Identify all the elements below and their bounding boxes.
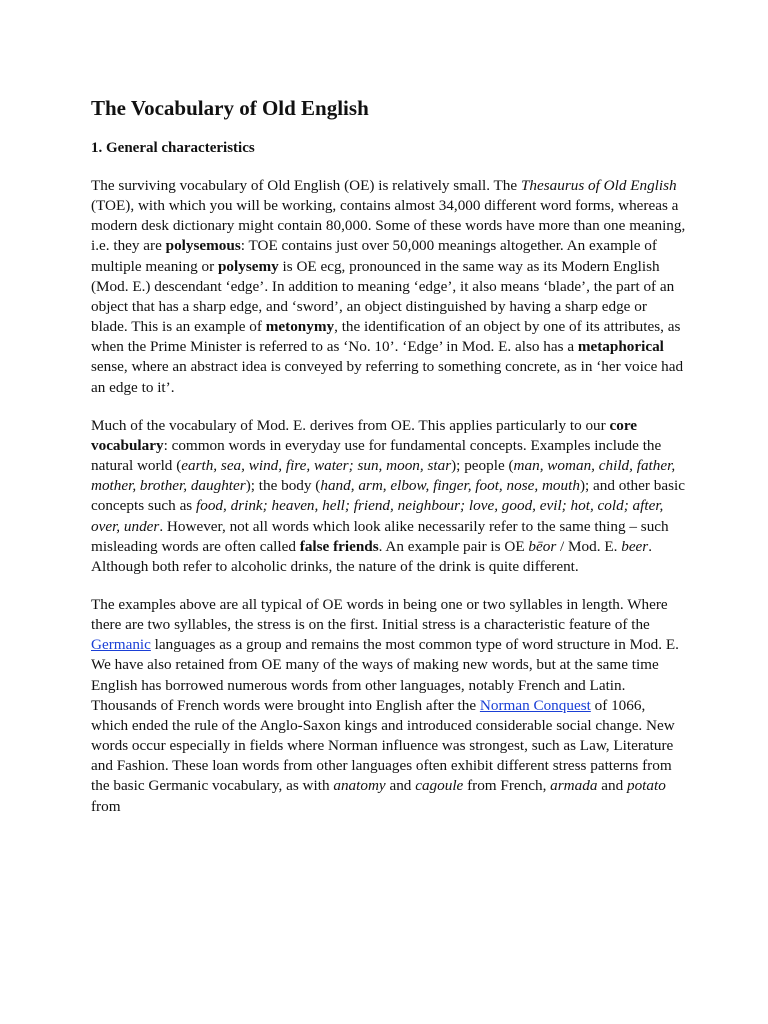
hyperlink-norman-conquest[interactable]: Norman Conquest: [479, 696, 591, 714]
text-run: : common words in everyday use for fundamental concepts. Examples include the natural world (: [91, 436, 662, 475]
text-run: ); people (: [451, 457, 514, 475]
bold-term: core vocabulary: [91, 416, 638, 454]
body-paragraph: [91, 416, 686, 577]
text-run: ); the body (: [245, 477, 321, 495]
text-run: sense, where an abstract idea is conveyed by referring to something concrete, as in ‘her voice had an edge to it’.: [91, 358, 684, 396]
hyperlink-germanic[interactable]: Germanic: [91, 636, 151, 654]
italic-text: anatomy: [333, 777, 386, 795]
document-title: The Vocabulary of Old English: [91, 96, 369, 120]
paragraphs-container: [91, 176, 686, 817]
text-run: languages as a group and remains the most common type of word structure in Mod. E. We have also retained from OE many of the ways of making new words, but at the same time English has borrowed numerous words from other languages, notably French and Latin. Thousands of French words were brought into English after the: [91, 636, 679, 714]
text-run: The surviving vocabulary of Old English (OE) is relatively small. The: [91, 177, 521, 194]
section-heading: 1. General characteristics: [91, 140, 255, 156]
italic-text: beer: [621, 537, 649, 555]
text-run: from French,: [463, 777, 551, 795]
italic-text: bēor: [528, 537, 557, 555]
italic-text: potato: [626, 777, 666, 795]
italic-text: food, drink; heaven, hell; friend, neighbour; love, good, evil; hot, cold; after, over, under: [91, 497, 664, 535]
text-run: . Although both refer to alcoholic drinks, the nature of the drink is quite different.: [91, 537, 653, 575]
document-page: [91, 94, 686, 835]
text-run: and: [385, 777, 416, 795]
italic-text: man, woman, child, father, mother, brother, daughter: [91, 457, 676, 495]
bold-term: metaphorical: [577, 338, 664, 356]
text-run: is OE ecg, pronounced in the same way as its Modern English (Mod. E.) descendant ‘edge’. In addition to meaning ‘edge’, it also means ‘blade’, the part of an object that has a sharp edge, and ‘sword’, an object distinguished by having a sharp edge or blade. This is an example of: [91, 257, 675, 336]
bold-term: metonymy: [265, 318, 335, 336]
text-run: The examples above are all typical of OE words in being one or two syllables in length. Where there are two syllables, the stress is on the first. Initial stress is a characteristic feature of the: [91, 595, 668, 634]
italic-text: cagoule: [415, 777, 464, 795]
bold-term: polysemous: [165, 237, 241, 255]
text-run: (TOE), with which you will be working, contains almost 34,000 different word forms, whereas a modern desk dictionary might contain 80,000. Some of these words have more than one meaning, i.e. they are: [91, 197, 686, 255]
italic-text: Thesaurus of Old English: [520, 177, 677, 194]
italic-text: hand, arm, elbow, finger, foot, nose, mouth: [320, 477, 580, 495]
text-run: from: [91, 797, 121, 815]
body-paragraph: [91, 595, 686, 817]
text-run: , the identification of an object by one of its attributes, as when the Prime Minister is referred to as ‘No. 10’. ‘Edge’ in Mod. E. also has a: [91, 318, 681, 356]
text-run: / Mod. E.: [556, 537, 622, 555]
text-run: and: [597, 777, 627, 795]
text-run: . However, not all words which look alike necessarily refer to the same thing – such misleading words are often called: [91, 517, 669, 555]
text-run: ); and other basic concepts such as: [91, 477, 685, 515]
bold-term: false friends: [299, 537, 379, 555]
text-run: of 1066, which ended the rule of the Anglo-Saxon kings and introduced considerable social change. New words occur especially in fields where Norman influence was strongest, such as Law, Literature and Fashion. These loan words from other languages often exhibit different stress patterns from the basic Germanic vocabulary, as with: [91, 696, 675, 795]
text-run: Much of the vocabulary of Mod. E. derives from OE. This applies particularly to our: [91, 416, 610, 434]
bold-term: polysemy: [217, 257, 279, 275]
body-paragraph: [91, 176, 686, 398]
italic-text: earth, sea, wind, fire, water; sun, moon, star: [181, 457, 452, 475]
text-run: : TOE contains just over 50,000 meanings altogether. An example of multiple meaning or: [91, 237, 657, 275]
italic-text: armada: [550, 777, 598, 795]
text-run: . An example pair is OE: [378, 537, 529, 555]
